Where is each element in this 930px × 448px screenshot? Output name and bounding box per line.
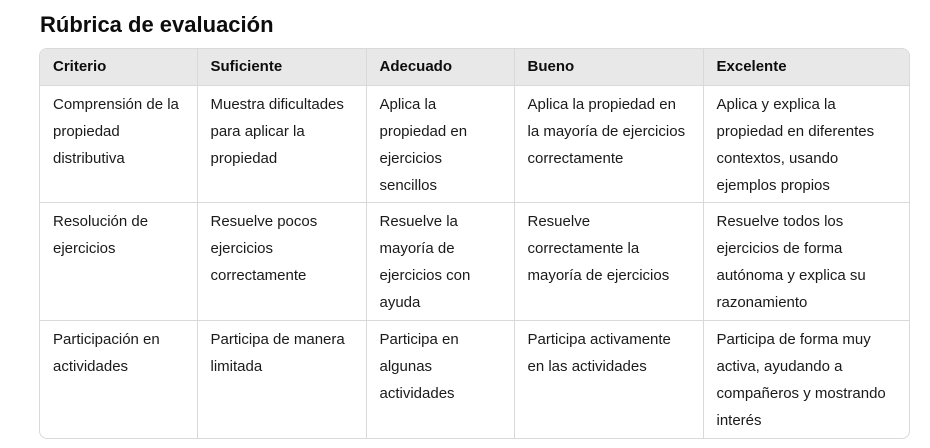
rubric-table <box>39 48 910 439</box>
table-cell: Participa de manera limitada <box>197 320 366 438</box>
header-bueno: Bueno <box>514 49 703 85</box>
table-cell: Participa de forma muy activa, ayudando a compañeros y mostrando interés <box>716 330 886 429</box>
header-adecuado: Adecuado <box>366 49 514 85</box>
header-suficiente: Suficiente <box>197 49 366 85</box>
table-cell: Resuelve pocos ejercicios correctamente <box>197 202 366 320</box>
table-cell: Participa en algunas actividades <box>366 320 514 438</box>
table-cell: Aplica la propiedad en ejercicios sencillos <box>366 85 514 202</box>
header-criterio: Criterio <box>40 49 197 85</box>
table-row <box>40 202 909 320</box>
table-cell: Participa activamente en las actividades <box>514 320 703 438</box>
table-cell: Aplica la propiedad en la mayoría de ejercicios correctamente <box>514 85 703 202</box>
page-title: Rúbrica de evaluación <box>40 12 274 37</box>
header-excelente: Excelente <box>703 49 909 85</box>
table-row <box>40 85 909 202</box>
table-header-row <box>40 49 909 85</box>
table-cell: Participación en actividades <box>40 320 197 438</box>
table-cell: Resuelve la mayoría de ejercicios con ayuda <box>366 202 514 320</box>
table-cell: Resuelve correctamente la mayoría de ejercicios <box>514 202 703 320</box>
table-cell: Resolución de ejercicios <box>40 202 197 320</box>
table-cell: Comprensión de la propiedad distributiva <box>40 85 197 202</box>
table-cell: Aplica y explica la propiedad en diferentes contextos, usando ejemplos propios <box>703 85 909 202</box>
table-cell: Muestra dificultades para aplicar la propiedad <box>197 85 366 202</box>
table-cell: Resuelve todos los ejercicios de forma autónoma y explica su razonamiento <box>703 202 909 320</box>
table-row <box>40 320 909 438</box>
